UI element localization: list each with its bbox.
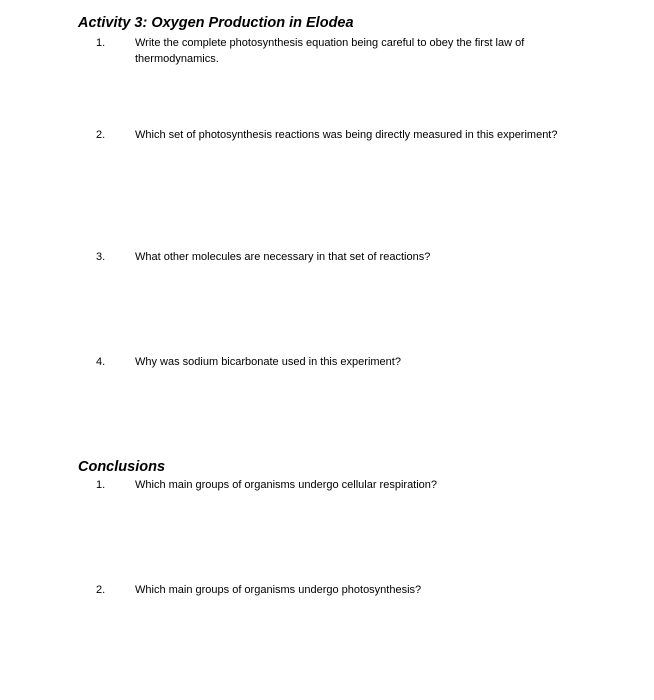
- question-text: What other molecules are necessary in that set of reactions?: [135, 251, 431, 263]
- question-text: Which main groups of organisms undergo photosynthesis?: [135, 584, 422, 596]
- question-text: Why was sodium bicarbonate used in this experiment?: [135, 356, 401, 368]
- question-number: 2.: [96, 129, 106, 141]
- question-text: Write the complete photosynthesis equation being careful to obey the first law of thermodynamics.: [135, 37, 525, 65]
- question-text: Which main groups of organisms undergo cellular respiration?: [135, 479, 438, 491]
- conclusions-heading: Conclusions: [78, 459, 166, 475]
- question-number: 2.: [96, 584, 106, 596]
- question-number: 4.: [96, 356, 106, 368]
- question-number: 1.: [96, 479, 106, 491]
- activity-3-heading: Activity 3: Oxygen Production in Elodea: [78, 15, 354, 31]
- question-number: 1.: [96, 37, 106, 49]
- question-text: Which set of photosynthesis reactions was being directly measured in this experiment?: [135, 129, 558, 141]
- question-number: 3.: [96, 251, 106, 263]
